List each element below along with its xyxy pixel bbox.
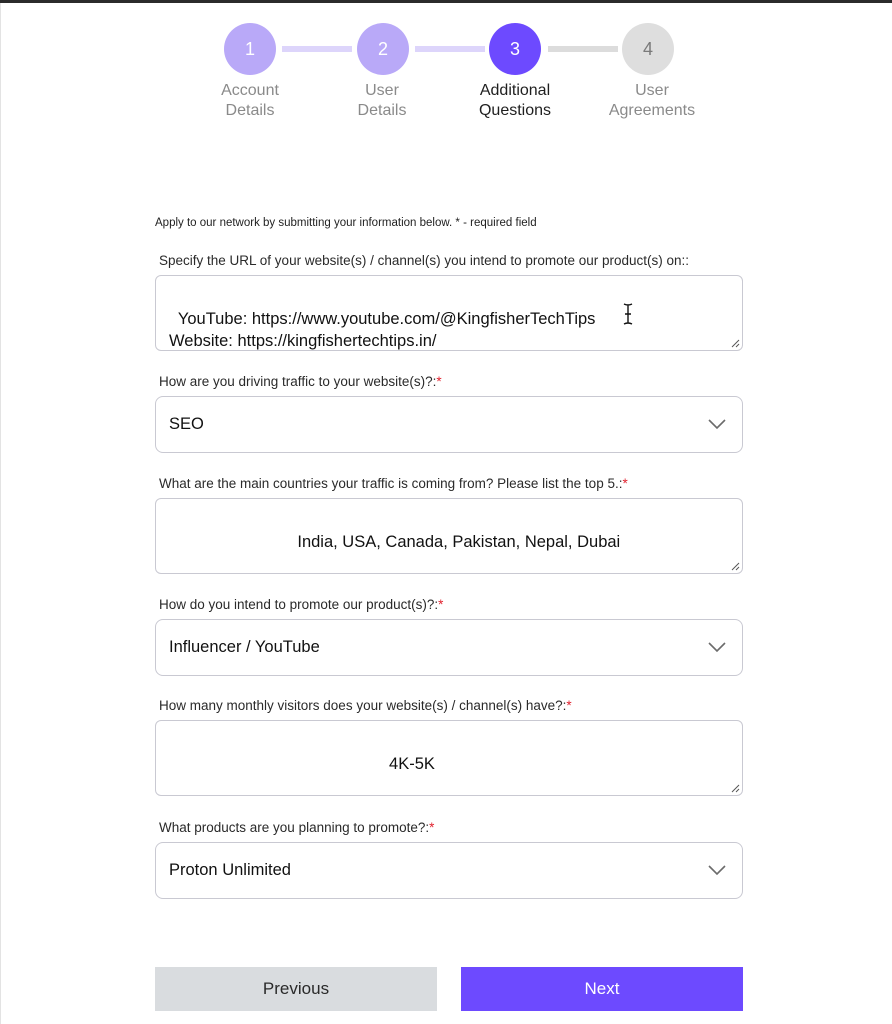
countries-textarea[interactable] [155,498,743,574]
step-connector-3-4 [548,46,618,52]
visitors-textarea[interactable] [155,720,743,796]
products-field-label-text: What products are you planning to promote?: [159,820,430,835]
step-2-circle[interactable] [357,23,409,75]
step-4-label-line2: Agreements [608,102,696,119]
step-connector-2-3 [415,46,485,52]
previous-button[interactable]: Previous [155,967,437,1011]
traffic-field-label-text: How are you driving traffic to your website(s)?: [159,374,437,389]
step-3-label-line2: Questions [478,102,552,119]
step-3-label-line1: Additional [479,82,551,99]
promote-select[interactable] [155,619,743,676]
step-4-circle [622,23,674,75]
required-asterisk: * [622,476,628,491]
step-1-circle[interactable] [224,23,276,75]
url-field-label-text: Specify the URL of your website(s) / channel(s) you intend to promote our product(s) on:: [159,253,690,268]
step-1-label-line1: Account [221,82,279,99]
step-4-number: 4 [642,38,653,59]
step-2-number: 2 [377,38,388,59]
countries-textarea-value: India, USA, Canada, Pakistan, Nepal, Dubai [178,533,621,551]
required-asterisk: * [438,597,444,612]
form-intro-text: Apply to our network by submitting your information below. * - required field [155,217,537,229]
step-2-label [322,81,442,121]
step-3-circle[interactable] [489,23,541,75]
required-asterisk: * [566,698,572,713]
products-field-label [159,820,434,835]
resize-grip-icon[interactable] [730,561,740,571]
step-connector-1-2 [282,46,352,52]
visitors-textarea-value: 4K-5K [178,755,435,773]
step-3-number: 3 [509,38,520,59]
traffic-select-value: SEO [169,415,204,433]
promote-select-value: Influencer / YouTube [169,638,320,656]
progress-stepper [0,0,892,130]
step-4-label-line1: User [635,82,669,99]
chevron-down-icon [708,641,726,653]
traffic-field-label [159,374,442,389]
step-1-label-line2: Details [225,102,275,119]
window-left-edge [0,3,1,1024]
url-textarea-value: YouTube: https://www.youtube.com/@KingfisherTechTips Website: https://kingfishertechtips.in/ [169,310,596,350]
traffic-select[interactable] [155,396,743,453]
step-1-number: 1 [244,38,255,59]
required-asterisk: * [436,374,442,389]
next-button[interactable]: Next [461,967,743,1011]
countries-field-label [159,476,628,491]
visitors-field-label-text: How many monthly visitors does your website(s) / channel(s) have?: [159,698,567,713]
url-textarea[interactable] [155,275,743,351]
required-asterisk: * [429,820,435,835]
step-3-label [455,81,575,121]
url-field-label [159,253,689,268]
chevron-down-icon [708,864,726,876]
resize-grip-icon[interactable] [730,783,740,793]
step-4-label [592,81,712,121]
promote-field-label [159,597,443,612]
countries-field-label-text: What are the main countries your traffic is coming from? Please list the top 5.: [159,476,623,491]
chevron-down-icon [708,418,726,430]
step-1-label [190,81,310,121]
step-2-label-line2: Details [357,102,407,119]
visitors-field-label [159,698,572,713]
text-cursor-icon [622,303,634,325]
products-select-value: Proton Unlimited [169,861,291,879]
resize-grip-icon[interactable] [730,338,740,348]
products-select[interactable] [155,842,743,899]
promote-field-label-text: How do you intend to promote our product(s)?: [159,597,439,612]
step-2-label-line1: User [365,82,399,99]
